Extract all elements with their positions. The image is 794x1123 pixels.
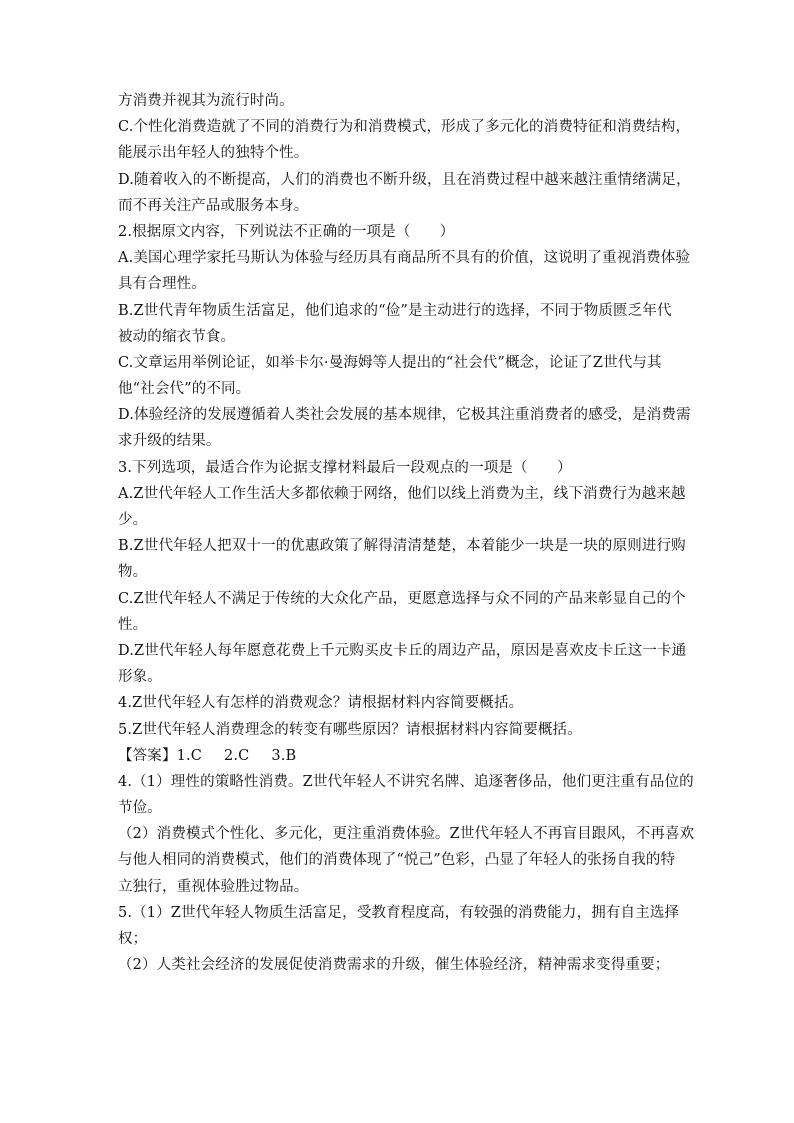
text-line: 求升级的结果。 [118,433,221,450]
answer-key-line [118,743,688,769]
option-a-text-line: A.美国心理学家托马斯认为体验与经历具有商品所不具有的价值，这说明了重视消费体验 [118,250,691,267]
answer-label: 【答案】 [118,747,177,764]
option-c-text-line: C.Z世代年轻人不满足于传统的大众化产品，更愿意选择与众不同的产品来彰显自己的个 [118,590,686,607]
answer-5-line: 5.（1）Z世代年轻人物质生活富足，受教育程度高，有较强的消费能力，拥有自主选择 [118,904,680,921]
option-c-text-line: C.文章运用举例论证，如举卡尔·曼海姆等人提出的“社会代”概念，论证了Z世代与其 [118,354,662,371]
text-line: 能展示出年轻人的独特个性。 [118,145,309,162]
question-4-line: 4.Z世代年轻人有怎样的消费观念？请根据材料内容简要概括。 [118,695,524,712]
question-3-line: 3.下列选项，最适合作为论据支撑材料最后一段观点的一项是（ ） [118,459,572,476]
text-line: 立独行，重视体验胜过物品。 [118,878,309,895]
text-line: 而不再关注产品或服务本身。 [118,197,309,214]
text-line: 被动的缩衣节食。 [118,328,236,345]
question-5-line: 5.Z世代年轻人消费理念的转变有哪些原因？请根据材料内容简要概括。 [118,721,582,738]
option-d-text-line: D.随着收入的不断提高，人们的消费也不断升级，且在消费过程中越来越注重情绪满足， [118,171,691,188]
text-line: 少。 [118,512,148,528]
text-line: 与他人相同的消费模式，他们的消费体现了“悦己”色彩，凸显了年轻人的张扬自我的特 [118,852,676,869]
text-line: 方消费并视其为流行时尚。 [118,93,294,109]
option-c-text-line: C.个性化消费造就了不同的消费行为和消费模式，形成了多元化的消费特征和消费结构， [118,119,691,136]
answer-item: 3.B [271,747,297,764]
option-a-text-line: A.Z世代年轻人工作生活大多都依赖于网络，他们以线上消费为主，线下消费行为越来越 [118,485,686,502]
answer-4-point-2-line: （2）消费模式个性化、多元化，更注重消费体验。Z世代年轻人不再盲目跟风，不再喜欢 [118,826,695,843]
answer-item: 1.C [176,747,202,764]
option-b-text-line: B.Z世代年轻人把双十一的优惠政策了解得清清楚楚，本着能少一块是一块的原则进行购 [118,538,686,555]
question-2-line: 2.根据原文内容，下列说法不正确的一项是（ ） [118,223,455,240]
option-b-text-line: B.Z世代青年物质生活富足，他们追求的“俭”是主动进行的选择，不同于物质匮乏年代 [118,302,672,319]
option-d-text-line: D.Z世代年轻人每年愿意花费上千元购买皮卡丘的周边产品，原因是喜欢皮卡丘这一卡通 [118,642,687,659]
answer-item: 2.C [224,747,250,764]
text-line: 性。 [118,616,148,633]
answer-4-line: 4.（1）理性的策略性消费。Z世代年轻人不讲究名牌、追逐奢侈品，他们更注重有品位的 [118,773,694,790]
text-line: 具有合理性。 [118,276,206,293]
text-line: 他“社会代”的不同。 [118,381,251,398]
text-line: 物。 [118,564,148,581]
text-line: 权； [118,931,148,947]
document-page [118,88,695,978]
option-d-text-line: D.体验经济的发展遵循着人类社会发展的基本规律，它极其注重消费者的感受，是消费需 [118,407,691,424]
text-line: 形象。 [118,669,162,686]
answer-5-point-2-line: （2）人类社会经济的发展促使消费需求的升级，催生体验经济，精神需求变得重要； [118,957,670,974]
text-line: 节俭。 [118,800,162,817]
